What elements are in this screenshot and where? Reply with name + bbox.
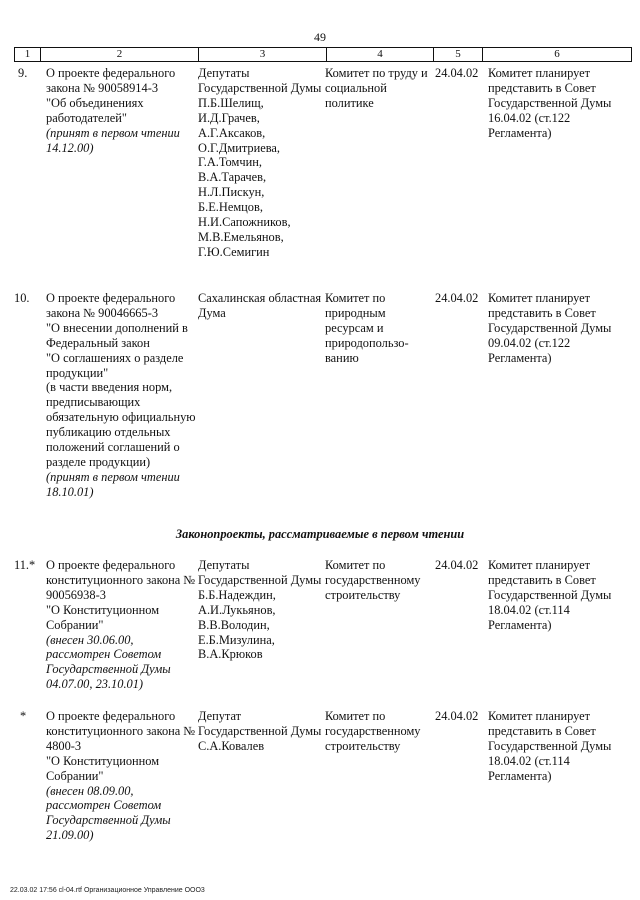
plan-note: Комитет планирует представить в Совет Государственной Думы 16.04.02 (ст.122 Регламента)	[488, 66, 612, 140]
table-header	[14, 47, 632, 62]
header-col-5: 5	[434, 48, 483, 61]
header-col-4: 4	[327, 48, 434, 61]
bill-description	[46, 291, 196, 500]
committee: Комитет по труду и социальной политике	[325, 66, 428, 110]
page-number: 49	[314, 30, 326, 44]
bill-status: (принят в первом чтении 14.12.00)	[46, 125, 180, 155]
header-col-3: 3	[199, 48, 327, 61]
bill-status: (принят в первом чтении 18.10.01)	[46, 469, 180, 499]
bill-authors: Сахалинская областная Дума	[198, 291, 322, 320]
section-heading: Законопроекты, рассматриваемые в первом чтении	[175, 527, 465, 541]
bill-status: (внесен 30.06.00, рассмотрен Советом Государственной Думы 04.07.00, 23.10.01)	[46, 632, 171, 692]
document-footer: 22.03.02 17:56 cl-04.rtf Организационное Управление ООО3	[10, 887, 205, 894]
bill-authors: Депутат Государственной Думы С.А.Ковалев	[198, 709, 322, 753]
row-number: 10.	[14, 291, 30, 305]
bill-description	[46, 709, 196, 843]
bill-description	[46, 66, 196, 155]
header-col-6: 6	[554, 48, 560, 60]
date: 24.04.02	[435, 558, 479, 572]
row-number: 11.*	[14, 558, 36, 572]
bill-title: О проекте федерального закона № 90058914-3 "Об объединениях работодателей"	[46, 66, 176, 125]
plan-note: Комитет планирует представить в Совет Государственной Думы 18.04.02 (ст.114 Регламента)	[488, 558, 612, 632]
plan-note: Комитет планирует представить в Совет Государственной Думы 18.04.02 (ст.114 Регламента)	[488, 709, 612, 783]
plan-note: Комитет планирует представить в Совет Государственной Думы 09.04.02 (ст.122 Регламента)	[488, 291, 612, 365]
bill-title: О проекте федерального закона № 90046665-3 "О внесении дополнений в Федеральный закон "О соглашениях о разделе продукции" (в части введения норм, предписывающих обязательную официальную публикацию отдельных положений соглашений о разделе продукции)	[46, 291, 196, 469]
bill-status: (внесен 08.09.00, рассмотрен Советом Государственной Думы 21.09.00)	[46, 783, 171, 843]
date: 24.04.02	[435, 709, 479, 723]
bill-description	[46, 558, 196, 692]
committee: Комитет по государственному строительству	[325, 709, 421, 753]
header-col-2: 2	[41, 48, 199, 61]
header-col-1: 1	[15, 48, 41, 61]
bill-authors: Депутаты Государственной Думы П.Б.Шелищ, И.Д.Грачев, А.Г.Аксаков, О.Г.Дмитриева, Г.А.Томчин, В.А.Тарачев, Н.Л.Пискун, Б.Е.Немцов, Н.И.Сапожников, М.В.Емельянов, Г.Ю.Семигин	[198, 66, 322, 259]
bill-authors: Депутаты Государственной Думы Б.Б.Надеждин, А.И.Лукьянов, В.В.Володин, Е.Б.Мизулина, В.А.Крюков	[198, 558, 322, 662]
date: 24.04.02	[435, 291, 479, 305]
committee: Комитет по природным ресурсам и природопользо- ванию	[325, 291, 409, 365]
committee: Комитет по государственному строительству	[325, 558, 421, 602]
row-number: *	[20, 709, 27, 723]
date: 24.04.02	[435, 66, 479, 80]
bill-title: О проекте федерального конституционного закона № 90056938-3 "О Конституционном Собрании"	[46, 558, 196, 632]
row-number: 9.	[18, 66, 28, 80]
bill-title: О проекте федерального конституционного закона № 4800-3 "О Конституционном Собрании"	[46, 709, 196, 783]
